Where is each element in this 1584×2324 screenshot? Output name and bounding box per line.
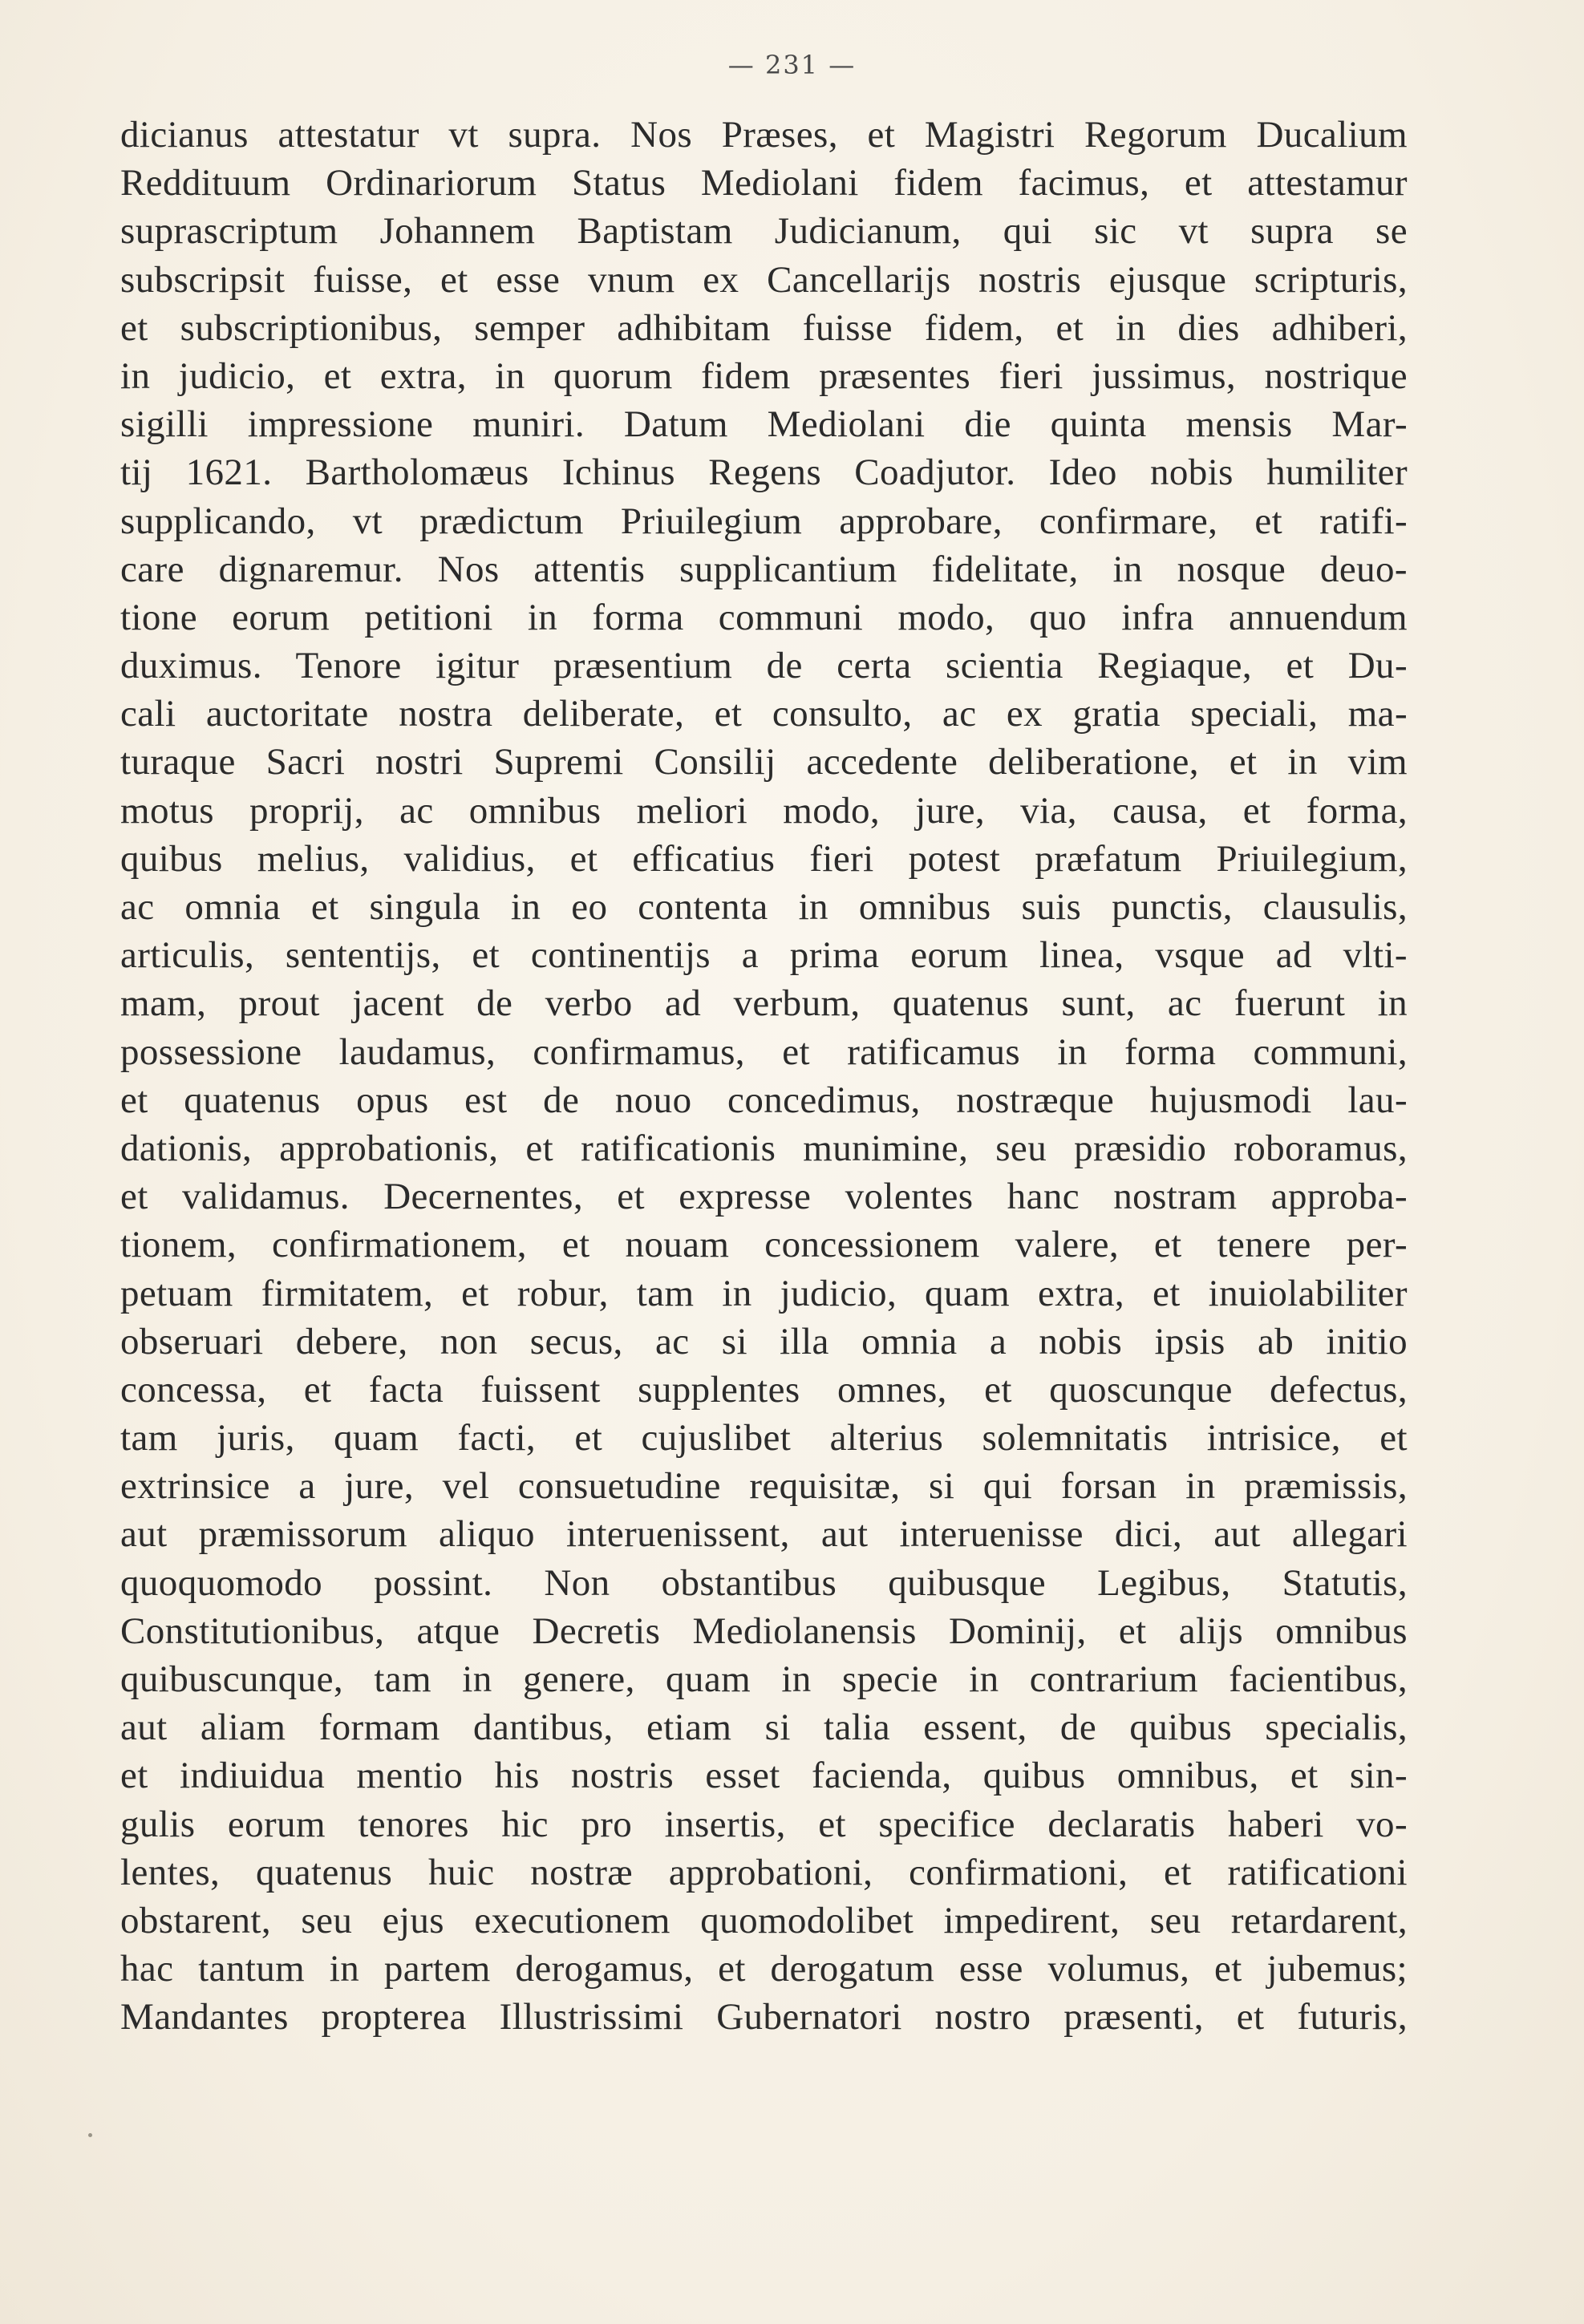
text-line: et quatenus opus est de nouo concedimus, nostræque hujusmodi lau- [120,1079,1408,1121]
text-line: duximus. Tenore igitur præsentium de certa scientia Regiaque, et Du- [120,645,1408,687]
text-line: tij 1621. Bartholomæus Ichinus Regens Coadjutor. Ideo nobis humiliter [120,451,1408,494]
text-line: et validamus. Decernentes, et expresse volentes hanc nostram approba- [120,1176,1408,1218]
text-line: care dignaremur. Nos attentis supplicantium fidelitate, in nosque deuo- [120,548,1408,590]
text-line: aut præmissorum aliquo interuenissent, aut interuenisse dici, aut allegari [120,1513,1408,1556]
text-line: supplicando, vt prædictum Priuilegium approbare, confirmare, et ratifi- [120,500,1408,542]
text-line: subscripsit fuisse, et esse vnum ex Cancellarijs nostris ejusque scripturis, [120,258,1408,301]
text-line: quibus melius, validius, et efficatius fieri potest præfatum Priuilegium, [120,837,1408,880]
text-line: articulis, sententijs, et continentijs a prima eorum linea, vsque ad vlti- [120,934,1408,977]
paper-speck [88,2133,92,2137]
text-line: hac tantum in partem derogamus, et derogatum esse volumus, et jubemus; [120,1948,1408,1990]
text-line: lentes, quatenus huic nostræ approbationi, confirmationi, et ratificationi [120,1851,1408,1893]
text-line: cali auctoritate nostra deliberate, et consulto, ac ex gratia speciali, ma- [120,693,1408,735]
text-line: extrinsice a jure, vel consuetudine requisitæ, si qui forsan in præmissis, [120,1465,1408,1508]
text-line: dicianus attestatur vt supra. Nos Præses, et Magistri Regorum Ducalium [120,114,1408,156]
text-line: ac omnia et singula in eo contenta in omnibus suis punctis, clausulis, [120,886,1408,928]
text-line: Constitutionibus, atque Decretis Mediolanensis Dominij, et alijs omnibus [120,1609,1408,1652]
page-number: — 231 — [727,50,857,80]
text-line: quibuscunque, tam in genere, quam in specie in contrarium facientibus, [120,1658,1408,1700]
text-line: tam juris, quam facti, et cujuslibet alterius solemnitatis intrisice, et [120,1417,1408,1460]
text-line: concessa, et facta fuissent supplentes omnes, et quoscunque defectus, [120,1368,1408,1411]
text-line: Reddituum Ordinariorum Status Mediolani fidem facimus, et attestamur [120,162,1408,204]
text-line: dationis, approbationis, et ratificationis munimine, seu præsidio roboramus, [120,1127,1408,1169]
text-line: tione eorum petitioni in forma communi modo, quo infra annuendum [120,596,1408,638]
text-line: turaque Sacri nostri Supremi Consilij accedente deliberatione, et in vim [120,741,1408,783]
text-line: tionem, confirmationem, et nouam concessionem valere, et tenere per- [120,1224,1408,1266]
text-line: sigilli impressione muniri. Datum Mediolani die quinta mensis Mar- [120,403,1408,446]
text-line: suprascriptum Johannem Baptistam Judicianum, qui sic vt supra se [120,210,1408,253]
text-line: et subscriptionibus, semper adhibitam fuisse fidem, et in dies adhiberi, [120,306,1408,349]
body-text [120,111,1408,2042]
text-line: possessione laudamus, confirmamus, et ratificamus in forma communi, [120,1030,1408,1073]
text-line: Mandantes propterea Illustrissimi Gubernatori nostro præsenti, et futuris, [120,1996,1408,2039]
text-line: obseruari debere, non secus, ac si illa omnia a nobis ipsis ab initio [120,1320,1408,1362]
text-line: motus proprij, ac omnibus meliori modo, jure, via, causa, et forma, [120,789,1408,832]
text-line: gulis eorum tenores hic pro insertis, et specifice declaratis haberi vo- [120,1803,1408,1845]
text-line: et indiuidua mentio his nostris esset facienda, quibus omnibus, et sin- [120,1755,1408,1797]
text-line: mam, prout jacent de verbo ad verbum, quatenus sunt, ac fuerunt in [120,982,1408,1025]
text-line: aut aliam formam dantibus, etiam si talia essent, de quibus specialis, [120,1707,1408,1749]
text-line: petuam firmitatem, et robur, tam in judicio, quam extra, et inuiolabiliter [120,1272,1408,1314]
text-line: obstarent, seu ejus executionem quomodolibet impedirent, seu retardarent, [120,1899,1408,1941]
text-line: in judicio, et extra, in quorum fidem præsentes fieri jussimus, nostrique [120,354,1408,397]
text-line: quoquomodo possint. Non obstantibus quibusque Legibus, Statutis, [120,1561,1408,1604]
